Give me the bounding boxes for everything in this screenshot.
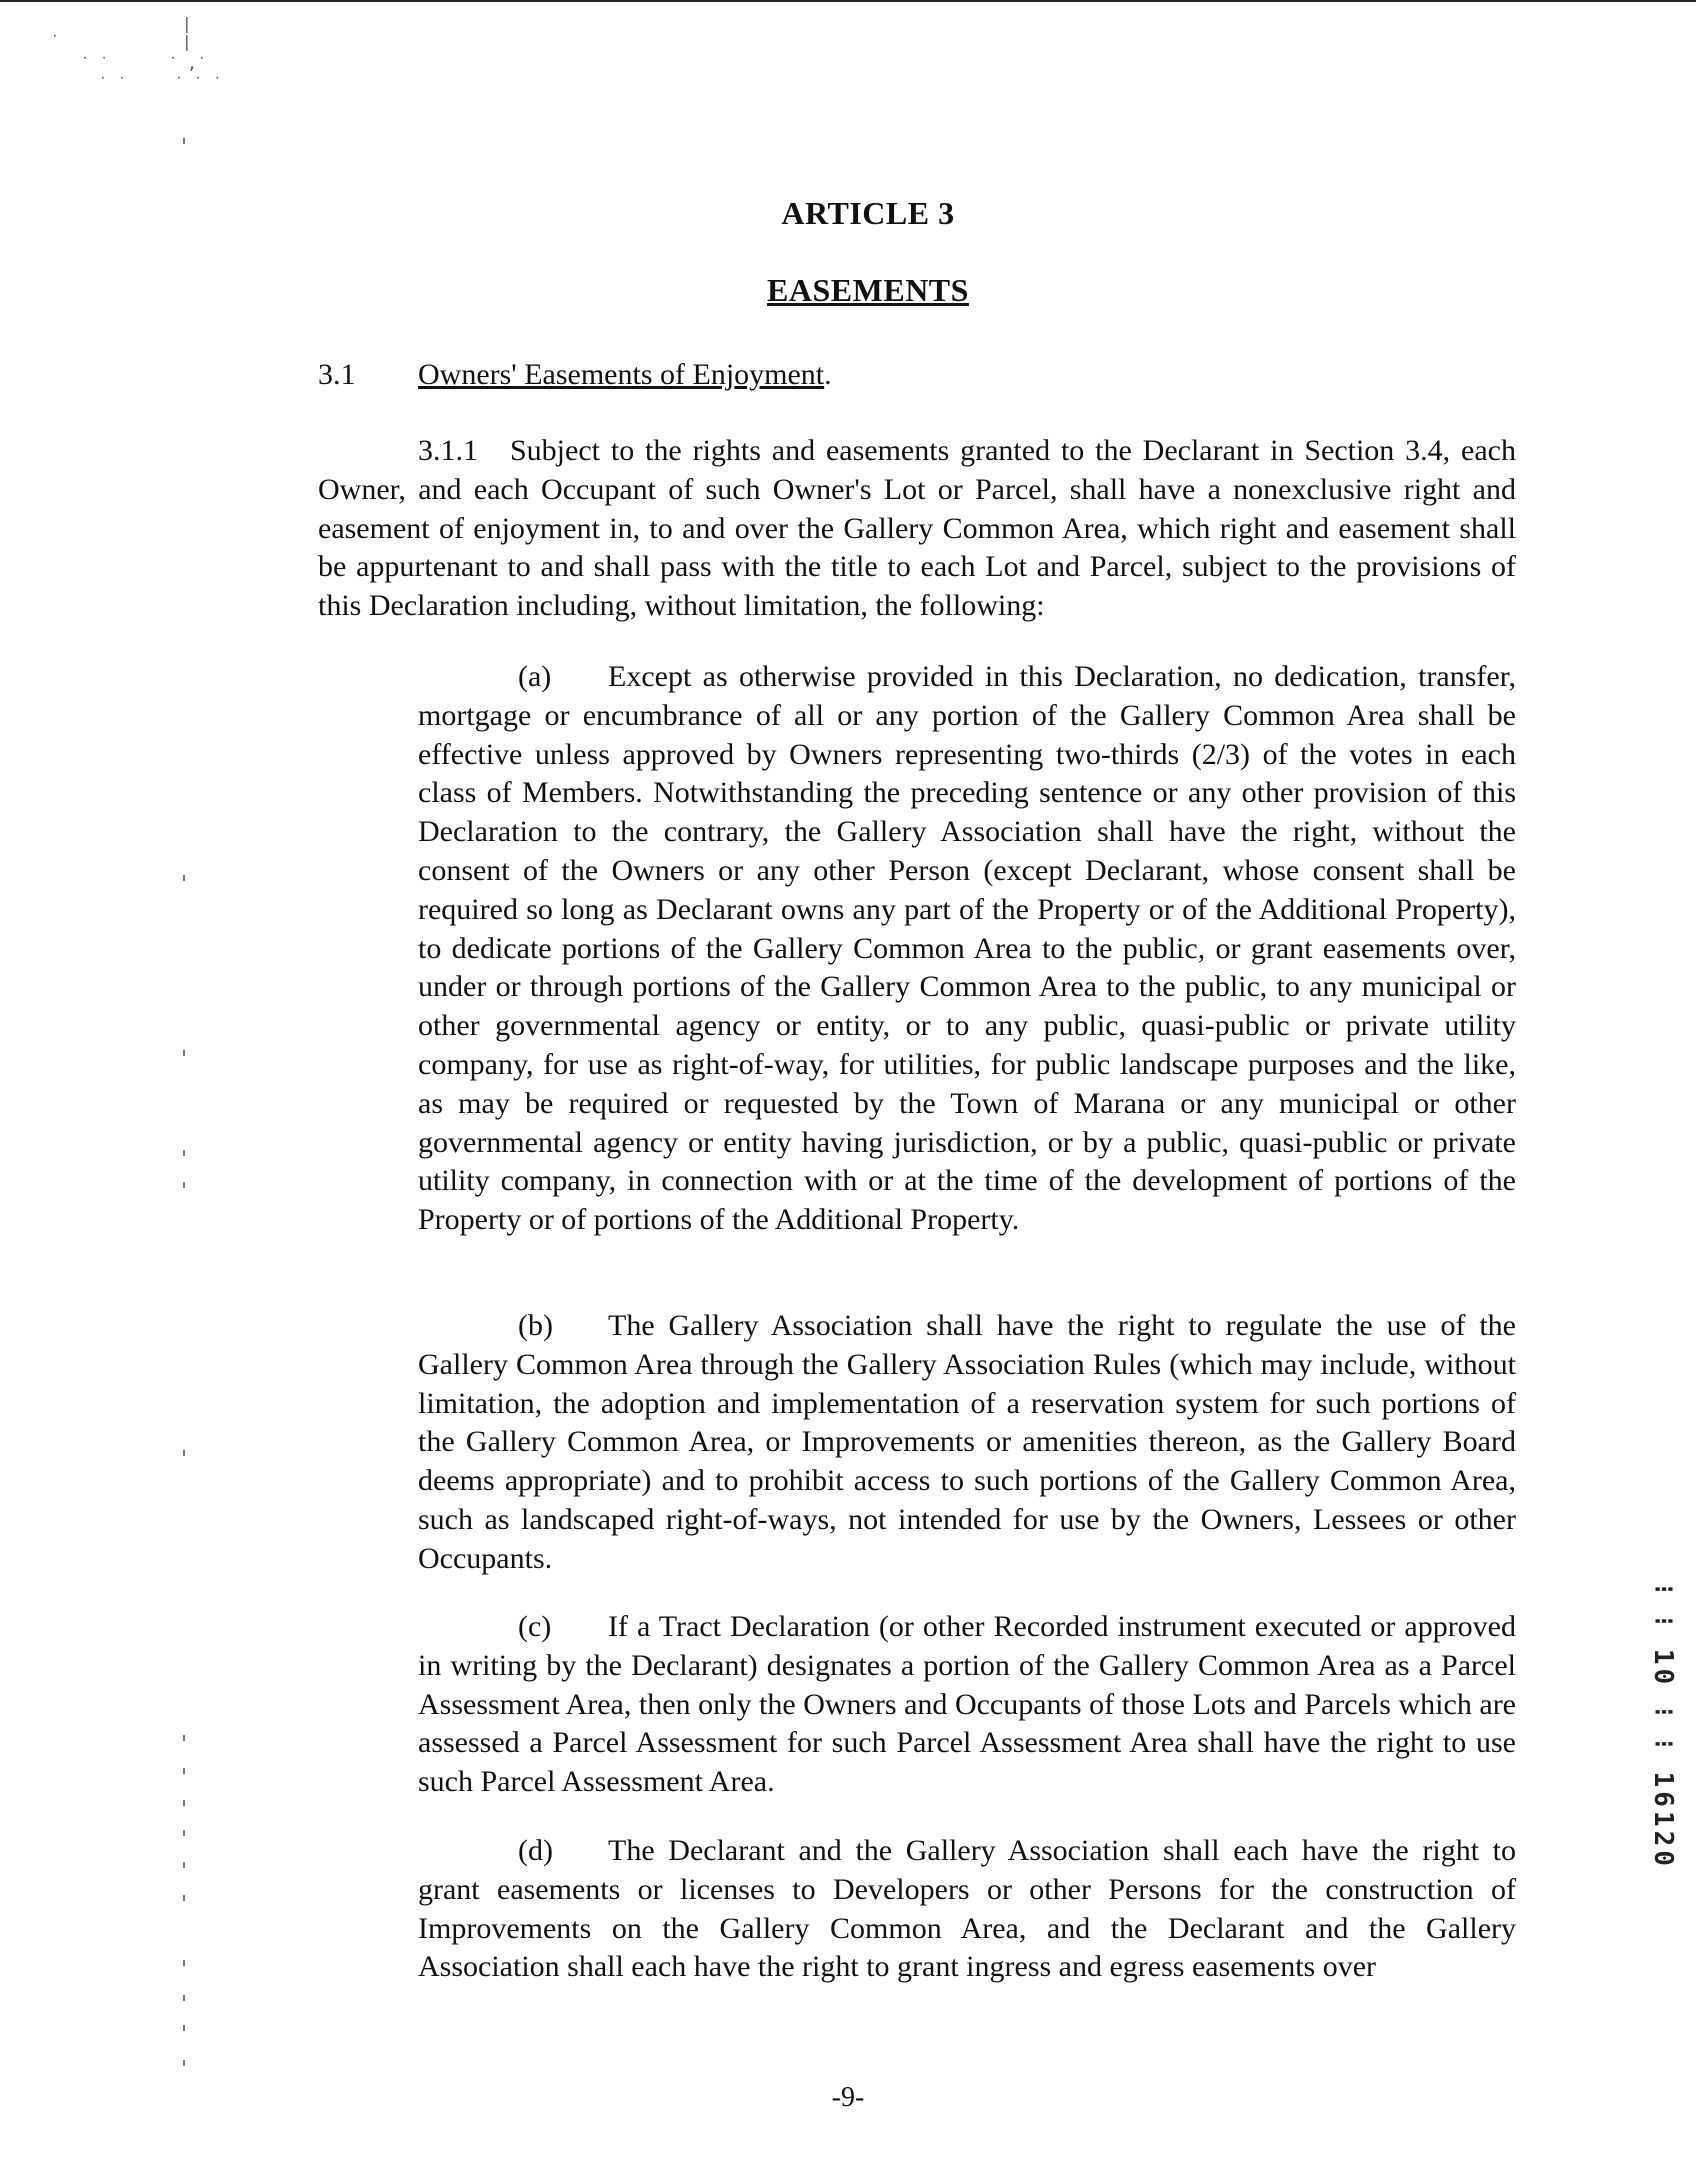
page-top-border (0, 0, 1696, 2)
scan-artifact-marks: ˙ | | ˙ ˙ ˙ ,˙ ˙ ˙ ˙ ˙ ˙ (50, 14, 223, 93)
subparagraph-c (418, 1608, 1516, 1802)
page-number: -9- (831, 2082, 865, 2113)
subparagraph-a (418, 658, 1516, 1240)
subparagraph-text: The Declarant and the Gallery Association shall each have the right to grant easements or licenses to Developers or other Persons for the construction of Improvements on the Gallery Common Area, and the Declarant and the Gallery Association shall each have the right to grant ingress and egress easements over (418, 1834, 1516, 1984)
paragraph-label: 3.1.1 (418, 434, 478, 467)
subparagraph-text: The Gallery Association shall have the right to regulate the use of the Gallery Common Area through the Gallery Association Rules (which may include, without limitation, the adoption and implementation of a reservation system for such portions of the Gallery Common Area, or Improvements or amenities thereon, as the Gallery Board deems appropriate) and to prohibit access to such portions of the Gallery Common Area, such as landscaped right-of-ways, not intended for use by the Owners, Lessees or other Occupants. (418, 1309, 1516, 1575)
recording-stamp-text: ⁝ ⁝ 10 ⁝ ⁝ 16120 (1648, 1585, 1678, 1870)
subparagraph-text: Except as otherwise provided in this Declaration, no dedication, transfer, mortgage or encumbrance of all or any portion of the Gallery Common Area shall be effective unless approved by Owners representing two-thirds (2/3) of the votes in each class of Members. Notwithstanding the preceding sentence or any other provision of this Declaration to the contrary, the Gallery Association shall have the right, without the consent of the Owners or any other Person (except Declarant, whose consent shall be required so long as Declarant owns any part of the Property or of the Additional Property), to dedicate portions of the Gallery Common Area to the public, or grant easements over, under or through portions of the Gallery Common Area to the public, to any municipal or other governmental agency or entity, or to any public, quasi-public or private utility company, for use as right-of-way, for utilities, for public landscape purposes and the like, as may be required or requested by the Town of Marana or any municipal or other governmental agency or entity having jurisdiction, or by a public, quasi-public or private utility company, in connection with or at the time of the development of portions of the Property or of portions of the Additional Property. (418, 660, 1516, 1237)
left-margin-scan-ticks (183, 0, 187, 2175)
section-title: Owners' Easements of Enjoyment (418, 358, 825, 391)
article-heading: ARTICLE 3 (781, 195, 955, 231)
recording-stamp (1638, 1585, 1678, 1915)
subparagraph-b (418, 1307, 1516, 1579)
subparagraph-label: (d) (518, 1834, 553, 1867)
subparagraph-text: If a Tract Declaration (or other Recorded instrument executed or approved in writing by the Declarant) designates a portion of the Gallery Common Area as a Parcel Assessment Area, then only the Owners and Occupants of those Lots and Parcels which are assessed a Parcel Assessment for such Parcel Assessment Area shall have the right to use such Parcel Assessment Area. (418, 1610, 1516, 1799)
subparagraph-label: (a) (518, 660, 552, 693)
section-heading (318, 358, 832, 392)
paragraph-3-1-1 (318, 432, 1516, 626)
subparagraph-label: (c) (518, 1610, 552, 1643)
paragraph-text: Subject to the rights and easements granted to the Declarant in Section 3.4, each Owner, and each Occupant of such Owner's Lot or Parcel, shall have a nonexclusive right and easement of enjoyment in, to and over the Gallery Common Area, which right and easement shall be appurtenant to and shall pass with the title to each Lot and Parcel, subject to the provisions of this Declaration including, without limitation, the following: (318, 434, 1516, 623)
subparagraph-label: (b) (518, 1309, 553, 1342)
subparagraph-d (418, 1832, 1516, 1987)
section-title-period: . (824, 358, 832, 391)
article-title: EASEMENTS (767, 272, 969, 308)
section-number: 3.1 (318, 358, 356, 391)
